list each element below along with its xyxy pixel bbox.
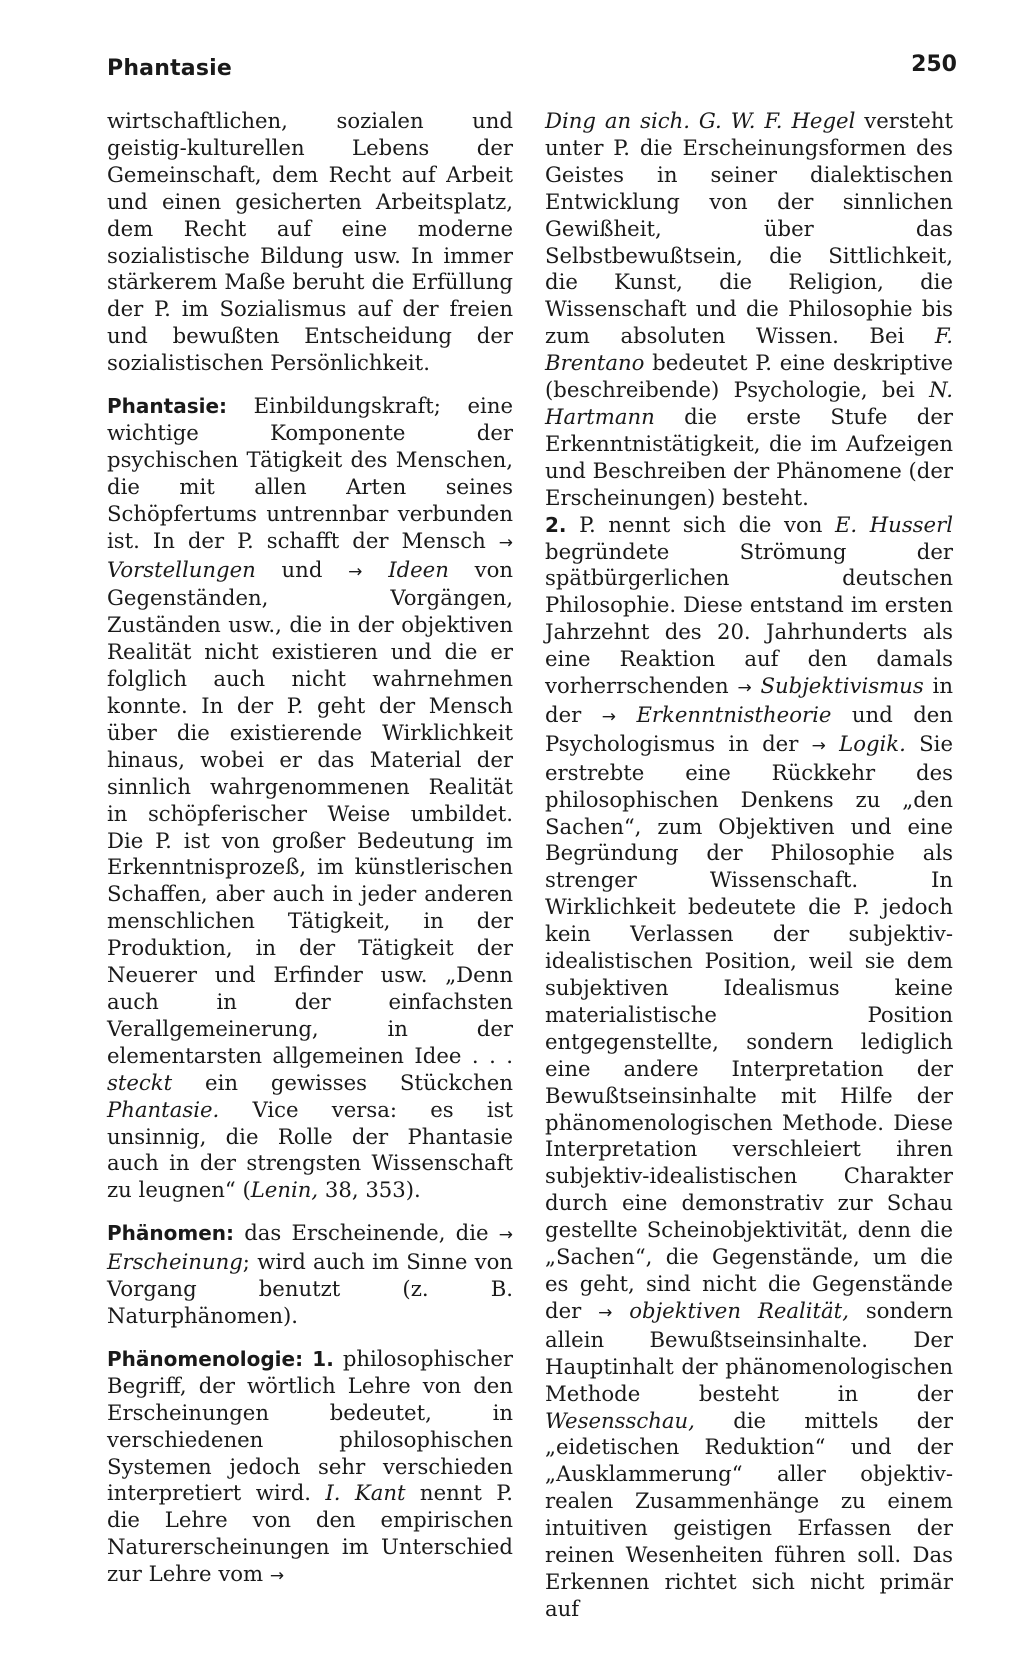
right-column [545,108,953,1623]
entry-term: Phänomen: [107,1221,235,1246]
arrow-icon: → [598,1302,613,1323]
page-number: 250 [911,52,957,77]
sense-number: 2. [545,512,567,537]
continuation-paragraph: wirtschaftlichen, sozialen und geistig-kulturellen Lebens der Gemeinschaft, dem Recht auf Arbeit und einen gesicherten Arbeitsplatz, dem Recht auf eine moderne sozialistische Bildung usw. In immer stärkerem Maße beruht die Erfüllung der P. im Sozialismus auf der freien und bewußten Entscheidung der sozialistischen Persönlichkeit. [107,108,513,376]
sense-number: 1. [303,1346,334,1371]
author-name: N. Hartmann [545,377,953,429]
cross-reference: Logik. [839,730,906,756]
cross-reference: objektiven Realität, [629,1297,849,1323]
cross-reference: Erkenntnistheorie [636,701,832,727]
cross-reference: Ideen [388,556,449,582]
arrow-icon: → [269,1566,285,1587]
arrow-icon: → [498,532,513,553]
arrow-icon: → [601,706,616,727]
cross-reference: Ding an sich. G. W. F. Hegel [545,108,856,133]
paragraph-sense-1-continued: Ding an sich. G. W. F. Hegel versteht unter P. die Erscheinungsformen des Geistes in seiner dialektischen Entwicklung von der sinnlichen Gewißheit, über das Selbstbewußtsein, die Sittlichkeit, die Kunst, die Religion, die Wissenschaft und die Philosophie bis zum absoluten Wissen. Bei F. Brentano bedeutet P. eine deskriptive (beschreibende) Psychologie, bei N. Hartmann die erste Stufe der Erkenntnistätigkeit, die im Aufzeigen und Beschreiben der Phänomene (der Erscheinungen) besteht. [545,108,953,510]
paragraph-sense-2: 2. P. nennt sich die von E. Husserl begründete Strömung der spätbürgerlichen deutschen Philosophie. Diese entstand im ersten Jahrzehnt des 20. Jahrhunderts als eine Reaktion auf den damals vorherrschenden → Subjektivismus in der → Erkenntnistheorie und den Psychologismus in der → Logik. Sie erstrebte eine Rückkehr des philosophischen Denkens zu „den Sachen“, zum Objektiven und eine Begründung der Philosophie als strenger Wissenschaft. In Wirklichkeit bedeutete die P. jedoch kein Verlassen der subjektiv-idealistischen Position, weil sie dem subjektiven Idealismus keine materialistische Position entgegenstellte, sondern lediglich eine andere Interpretation der Bewußtseinsinhalte mit Hilfe der phänomenologischen Methode. Diese Interpretation verschleiert ihren subjektiv-idealistischen Charakter durch eine demonstrativ zur Schau gestellte Scheinobjektivität, denn die „Sachen“, die Gegenstände, um die es geht, sind nicht die Gegenstände der → objektiven Realität, sondern allein Bewußtseinsinhalte. Der Hauptinhalt der phänomenologischen Methode besteht in der Wesensschau, die mittels der „eidetischen Reduktion“ und der „Ausklammerung“ aller objektiv-realen Zusammenhänge zu einem intuitiven geistigen Erfassen der reinen Wesenheiten führen soll. Das Erkennen richtet sich nicht primär auf [545,511,954,1621]
left-column [107,108,513,1590]
cross-reference: Vorstellungen [107,556,256,582]
entry-term: Phänomenologie: [107,1346,304,1371]
arrow-icon: → [811,735,826,756]
author-name: E. Husserl [834,511,954,537]
emphasis: steckt [107,1069,173,1095]
arrow-icon: → [498,1225,513,1246]
author-name: I. Kant [325,1480,406,1506]
emphasis: Phantasie. [107,1096,220,1122]
cross-reference: Subjektivismus [760,673,924,699]
entry-term: Phantasie: [107,394,228,419]
arrow-icon: → [348,561,363,582]
entry-phaenomenologie: Phänomenologie: 1. philosophischer Begriff, der wörtlich Lehre von den Erscheinungen bedeutet, in verschiedenen philosophischen Systemen jedoch sehr verschieden interpretiert wird. I. Kant nennt P. die Lehre von den empirischen Naturerscheinungen im Unterschied zur Lehre vom → [107,1345,514,1587]
author-name: F. Brentano [545,323,953,376]
running-head: Phantasie [107,56,233,81]
emphasis: Wesensschau, [545,1407,695,1433]
entry-phantasie: Phantasie: Einbildungskraft; eine wichtige Komponente der psychischen Tätigkeit des Menschen, die mit allen Arten seines Schöpfertums untrennbar verbunden ist. In der P. schafft der Mensch → Vorstellungen und → Ideen von Gegenständen, Vorgängen, Zuständen usw., die in der objektiven Realität nicht existieren und die er folglich auch nicht wahrnehmen konnte. In der P. geht der Mensch über die existierende Wirklichkeit hinaus, wobei er das Material der sinnlich wahrgenommenen Realität in schöpferischer Weise umbildet. Die P. ist von großer Bedeutung im Erkenntnisprozeß, im künstlerischen Schaffen, aber auch in jeder anderen menschlichen Tätigkeit, in der Produktion, in der Tätigkeit der Neuerer und Erfinder usw. „Denn auch in der einfachsten Verallgemeinerung, in der elementarsten allgemeinen Idee . . . steckt ein gewisses Stückchen Phantasie. Vice versa: es ist unsinnig, die Rolle der Phantasie auch in der strengsten Wissenschaft zu leugnen“ (Lenin, 38, 353). [107,393,514,1203]
arrow-icon: → [737,678,752,699]
entry-phaenomen: Phänomen: das Erscheinende, die → Erscheinung; wird auch im Sinne von Vorgang benutzt (z. B. Naturphänomen). [107,1220,513,1328]
cross-reference: Erscheinung [107,1249,243,1275]
author-name: Lenin, [250,1177,319,1203]
